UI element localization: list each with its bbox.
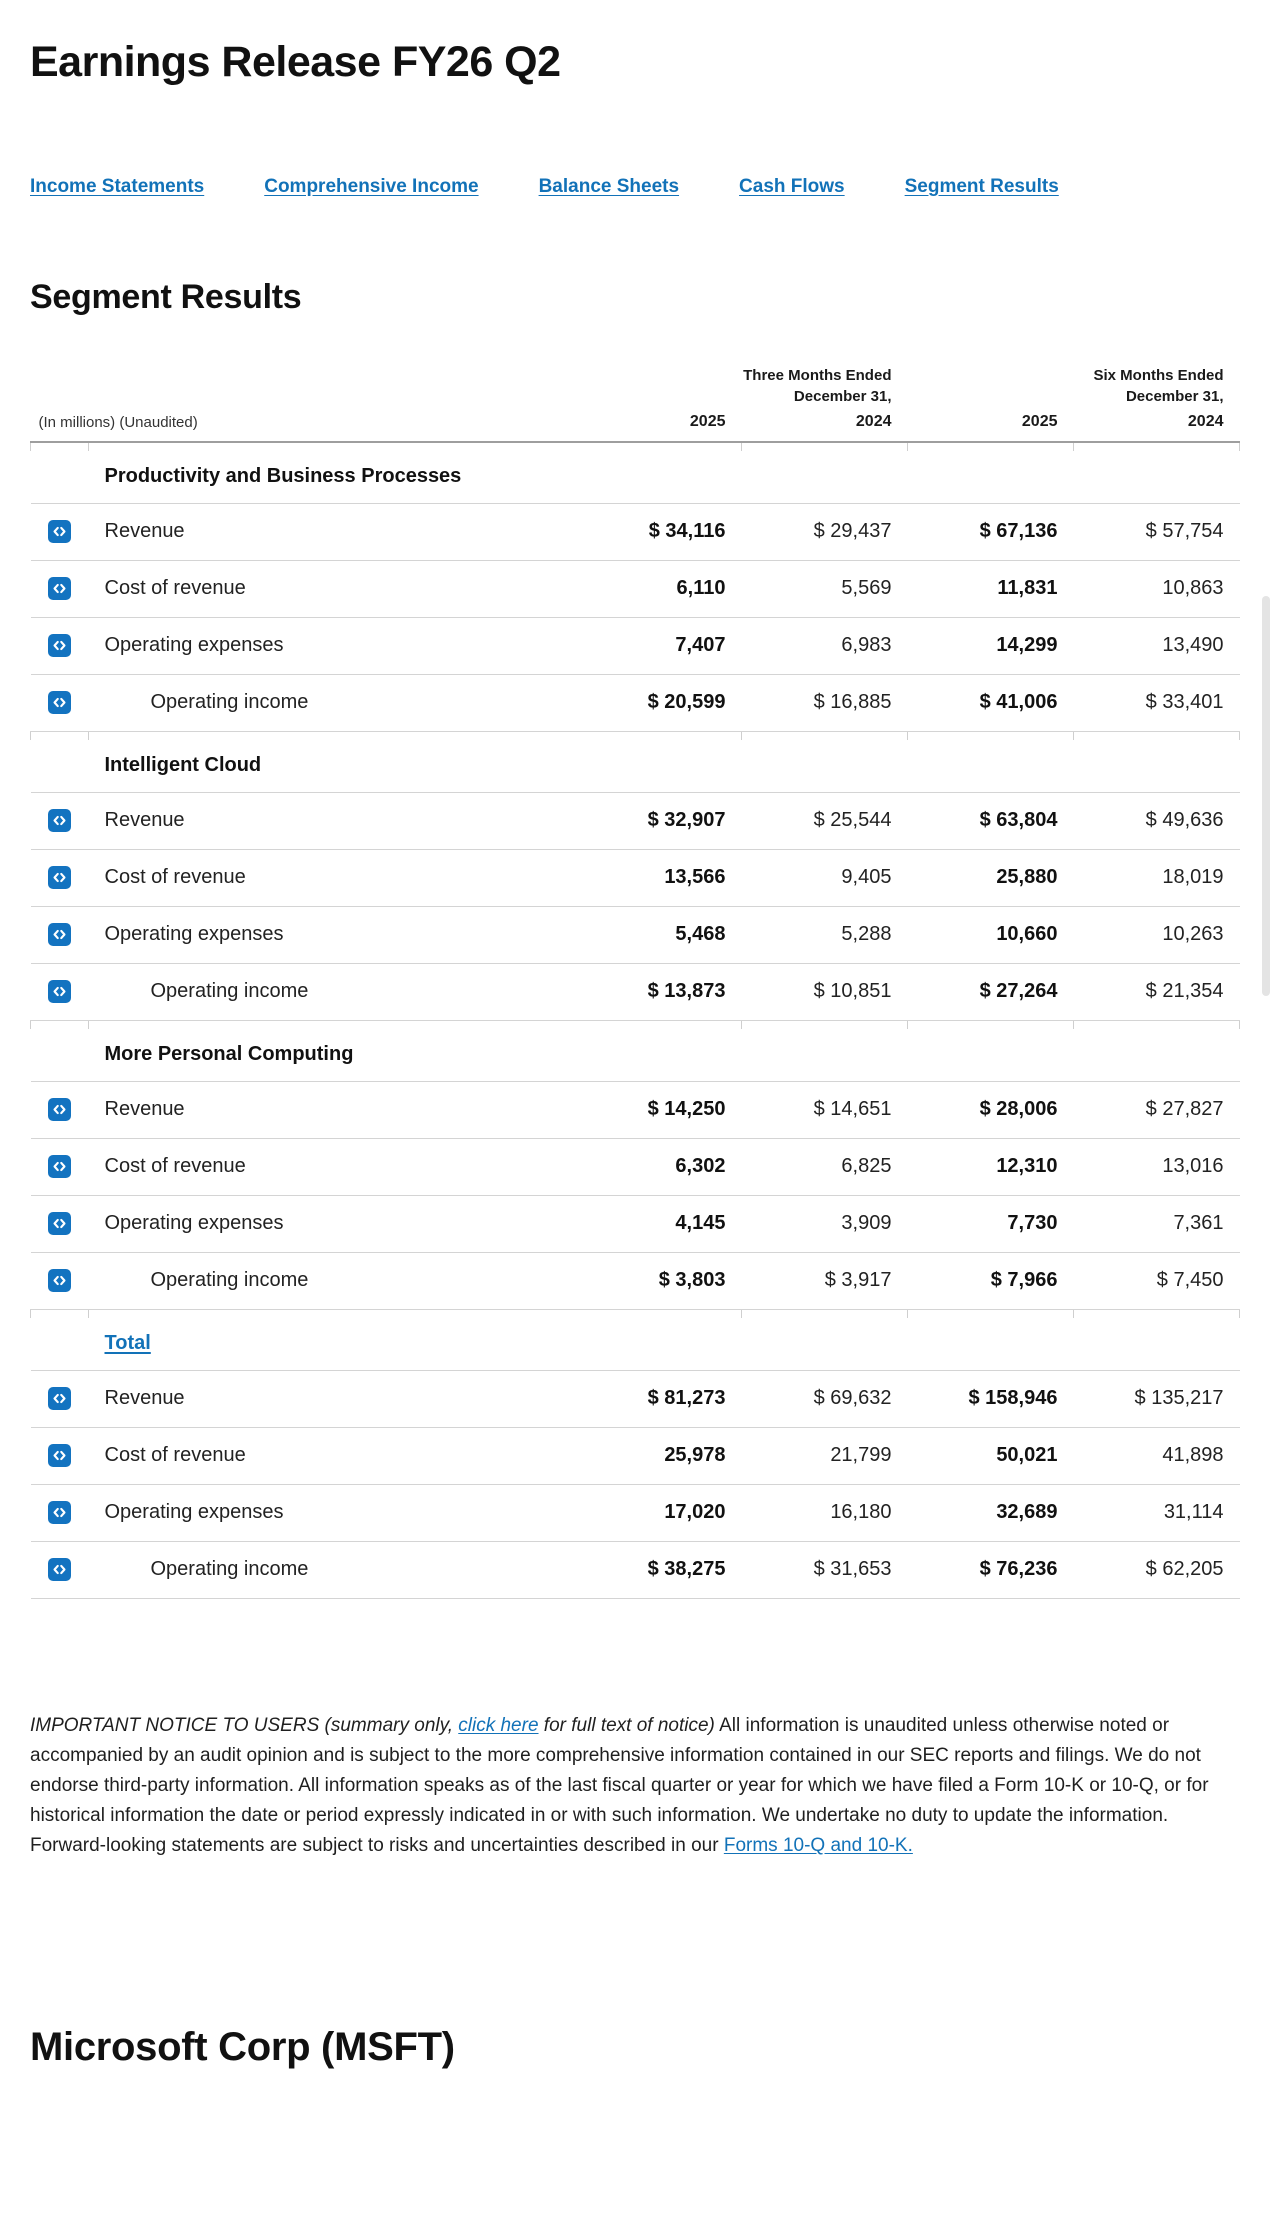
nav-link-income-statements[interactable]: Income Statements [30, 175, 205, 197]
value-cell: 11,831 [907, 560, 1073, 617]
table-row-more-personal-computing-operating-income [31, 1252, 1240, 1309]
row-label: Revenue [89, 1370, 576, 1427]
row-label: Operating income [89, 963, 576, 1020]
value-cell: 16,180 [741, 1484, 907, 1541]
value-cell: $ 49,636 [1073, 792, 1239, 849]
year-header: 2024 [741, 413, 907, 442]
year-header: 2024 [1073, 413, 1239, 442]
code-brackets-icon [51, 523, 68, 540]
value-cell: 7,407 [575, 617, 741, 674]
row-label: Cost of revenue [89, 849, 576, 906]
value-cell: 10,263 [1073, 906, 1239, 963]
value-cell: 17,020 [575, 1484, 741, 1541]
segment-results-table [30, 365, 1240, 1599]
row-label: Revenue [89, 792, 576, 849]
value-cell: $ 34,116 [575, 503, 741, 560]
units-label: (In millions) (Unaudited) [31, 413, 576, 442]
value-cell: $ 14,250 [575, 1081, 741, 1138]
table-row-total-revenue [31, 1370, 1240, 1427]
value-cell: $ 3,917 [741, 1252, 907, 1309]
code-brackets-icon [51, 1447, 68, 1464]
code-brackets-icon [51, 1390, 68, 1407]
code-brackets-icon [51, 694, 68, 711]
row-label: Cost of revenue [89, 1138, 576, 1195]
code-brackets-icon [51, 1101, 68, 1118]
value-cell: $ 67,136 [907, 503, 1073, 560]
metric-expand-button[interactable] [48, 1155, 71, 1178]
code-brackets-icon [51, 637, 68, 654]
value-cell: $ 81,273 [575, 1370, 741, 1427]
value-cell: 6,825 [741, 1138, 907, 1195]
table-row-more-personal-computing-cost-of-revenue [31, 1138, 1240, 1195]
value-cell: 32,689 [907, 1484, 1073, 1541]
row-label: Cost of revenue [89, 1427, 576, 1484]
value-cell: $ 33,401 [1073, 674, 1239, 731]
page-title: Earnings Release FY26 Q2 [30, 38, 561, 86]
spacer-row [31, 1020, 1240, 1029]
table-row-total-operating-expenses [31, 1484, 1240, 1541]
value-cell: $ 76,236 [907, 1541, 1073, 1598]
value-cell: $ 16,885 [741, 674, 907, 731]
notice-paragraph [30, 1711, 1240, 1861]
code-brackets-icon [51, 1504, 68, 1521]
row-label: Operating income [89, 674, 576, 731]
nav-link-segment-results[interactable]: Segment Results [904, 175, 1059, 197]
metric-expand-button[interactable] [48, 1212, 71, 1235]
nav-link-cash-flows[interactable]: Cash Flows [739, 175, 845, 197]
section-title-link-total[interactable]: Total [104, 1332, 151, 1355]
value-cell: $ 10,851 [741, 963, 907, 1020]
value-cell: 5,288 [741, 906, 907, 963]
section-heading: Segment Results [30, 277, 302, 316]
column-group-header-row [31, 365, 1240, 413]
value-cell: $ 25,544 [741, 792, 907, 849]
table-row-total-operating-income [31, 1541, 1240, 1598]
metric-expand-button[interactable] [48, 980, 71, 1003]
value-cell: 13,566 [575, 849, 741, 906]
value-cell: 5,569 [741, 560, 907, 617]
value-cell: $ 32,907 [575, 792, 741, 849]
metric-expand-button[interactable] [48, 1098, 71, 1121]
value-cell: $ 31,653 [741, 1541, 907, 1598]
value-cell: 6,302 [575, 1138, 741, 1195]
metric-expand-button[interactable] [48, 923, 71, 946]
value-cell: $ 27,264 [907, 963, 1073, 1020]
row-label: Revenue [89, 1081, 576, 1138]
metric-expand-button[interactable] [48, 866, 71, 889]
table-row-total-cost-of-revenue [31, 1427, 1240, 1484]
nav-link-comprehensive-income[interactable]: Comprehensive Income [264, 175, 479, 197]
row-label: Operating income [89, 1252, 576, 1309]
row-label: Operating expenses [89, 1484, 576, 1541]
section-title-row-productivity-and-business-processes [31, 451, 1240, 504]
code-brackets-icon [51, 869, 68, 886]
value-cell: 7,730 [907, 1195, 1073, 1252]
notice-tail: for full text of notice) [538, 1714, 715, 1736]
notice-link-forms-10q-10k[interactable]: Forms 10-Q and 10-K. [723, 1834, 913, 1856]
value-cell: $ 20,599 [575, 674, 741, 731]
row-label: Operating expenses [89, 1195, 576, 1252]
spacer-row [31, 442, 1240, 451]
value-cell: 3,909 [741, 1195, 907, 1252]
section-title-row-intelligent-cloud [31, 740, 1240, 793]
value-cell: 18,019 [1073, 849, 1239, 906]
metric-expand-button[interactable] [48, 809, 71, 832]
value-cell: $ 69,632 [741, 1370, 907, 1427]
code-brackets-icon [51, 926, 68, 943]
notice-lead: IMPORTANT NOTICE TO USERS (summary only, [30, 1714, 459, 1736]
value-cell: 7,361 [1073, 1195, 1239, 1252]
value-cell: $ 21,354 [1073, 963, 1239, 1020]
year-header: 2025 [575, 413, 741, 442]
metric-expand-button[interactable] [48, 1558, 71, 1581]
value-cell: $ 29,437 [741, 503, 907, 560]
notice-link-click-here[interactable]: click here [458, 1714, 539, 1736]
metric-expand-button[interactable] [48, 691, 71, 714]
metric-expand-button[interactable] [48, 1269, 71, 1292]
value-cell: 5,468 [575, 906, 741, 963]
table-row-more-personal-computing-operating-expenses [31, 1195, 1240, 1252]
metric-expand-button[interactable] [48, 577, 71, 600]
value-cell: 12,310 [907, 1138, 1073, 1195]
value-cell: 10,660 [907, 906, 1073, 963]
value-cell: 13,490 [1073, 617, 1239, 674]
metric-expand-button[interactable] [48, 1444, 71, 1467]
value-cell: $ 7,966 [907, 1252, 1073, 1309]
section-title-intelligent-cloud: Intelligent Cloud [89, 740, 1240, 793]
value-cell: $ 7,450 [1073, 1252, 1239, 1309]
section-title-row-more-personal-computing [31, 1029, 1240, 1082]
notice-body: All information is unaudited unless otherwise noted or accompanied by an audit opinion and is subject to the more comprehensive information contained in our SEC reports and filings. We do not endorse third-party information. All information speaks as of the last fiscal quarter or year for which we have filed a Form 10-K or 10-Q, or for historical information the date or period expressly indicated in or with such information. We undertake no duty to update the information. Forward-looking statements are subject to risks and uncertainties described in our [30, 1714, 1209, 1856]
value-cell: $ 62,205 [1073, 1541, 1239, 1598]
table-row-productivity-and-business-processes-operating-income [31, 674, 1240, 731]
metric-expand-button[interactable] [48, 1501, 71, 1524]
value-cell: $ 3,803 [575, 1252, 741, 1309]
value-cell: $ 57,754 [1073, 503, 1239, 560]
value-cell: 21,799 [741, 1427, 907, 1484]
table-row-productivity-and-business-processes-cost-of-revenue [31, 560, 1240, 617]
value-cell: $ 158,946 [907, 1370, 1073, 1427]
value-cell: $ 13,873 [575, 963, 741, 1020]
section-title-row-total [31, 1318, 1240, 1371]
value-cell: $ 27,827 [1073, 1081, 1239, 1138]
nav-link-balance-sheets[interactable]: Balance Sheets [538, 175, 680, 197]
metric-expand-button[interactable] [48, 520, 71, 543]
value-cell: $ 28,006 [907, 1081, 1073, 1138]
scrollbar-thumb[interactable] [1262, 596, 1270, 996]
section-title-more-personal-computing: More Personal Computing [89, 1029, 1240, 1082]
value-cell: 9,405 [741, 849, 907, 906]
table-row-intelligent-cloud-operating-income [31, 963, 1240, 1020]
value-cell: $ 38,275 [575, 1541, 741, 1598]
table-row-more-personal-computing-revenue [31, 1081, 1240, 1138]
row-label: Cost of revenue [89, 560, 576, 617]
statement-nav [30, 176, 1240, 198]
value-cell: $ 14,651 [741, 1081, 907, 1138]
row-label: Operating expenses [89, 617, 576, 674]
metric-expand-button[interactable] [48, 1387, 71, 1410]
table-row-intelligent-cloud-operating-expenses [31, 906, 1240, 963]
value-cell: 14,299 [907, 617, 1073, 674]
table-row-intelligent-cloud-revenue [31, 792, 1240, 849]
table-row-productivity-and-business-processes-revenue [31, 503, 1240, 560]
code-brackets-icon [51, 812, 68, 829]
row-label: Revenue [89, 503, 576, 560]
spacer-row [31, 731, 1240, 740]
row-label: Operating expenses [89, 906, 576, 963]
col-group-six-months: Six Months Ended December 31, [1093, 366, 1224, 405]
spacer-row [31, 1309, 1240, 1318]
table-row-productivity-and-business-processes-operating-expenses [31, 617, 1240, 674]
code-brackets-icon [51, 1561, 68, 1578]
year-header: 2025 [907, 413, 1073, 442]
code-brackets-icon [51, 1272, 68, 1289]
value-cell: 25,978 [575, 1427, 741, 1484]
code-brackets-icon [51, 580, 68, 597]
value-cell: $ 41,006 [907, 674, 1073, 731]
value-cell: 25,880 [907, 849, 1073, 906]
value-cell: 31,114 [1073, 1484, 1239, 1541]
code-brackets-icon [51, 983, 68, 1000]
company-title: Microsoft Corp (MSFT) [30, 2024, 455, 2069]
code-brackets-icon [51, 1215, 68, 1232]
year-header-row [31, 413, 1240, 442]
value-cell: $ 135,217 [1073, 1370, 1239, 1427]
value-cell: 4,145 [575, 1195, 741, 1252]
value-cell: 6,983 [741, 617, 907, 674]
table-row-intelligent-cloud-cost-of-revenue [31, 849, 1240, 906]
value-cell: 41,898 [1073, 1427, 1239, 1484]
section-title-total [89, 1318, 1240, 1371]
value-cell: $ 63,804 [907, 792, 1073, 849]
value-cell: 10,863 [1073, 560, 1239, 617]
value-cell: 13,016 [1073, 1138, 1239, 1195]
col-group-three-months: Three Months Ended December 31, [743, 366, 892, 405]
value-cell: 6,110 [575, 560, 741, 617]
value-cell: 50,021 [907, 1427, 1073, 1484]
code-brackets-icon [51, 1158, 68, 1175]
metric-expand-button[interactable] [48, 634, 71, 657]
row-label: Operating income [89, 1541, 576, 1598]
section-title-productivity-and-business-processes: Productivity and Business Processes [89, 451, 1240, 504]
